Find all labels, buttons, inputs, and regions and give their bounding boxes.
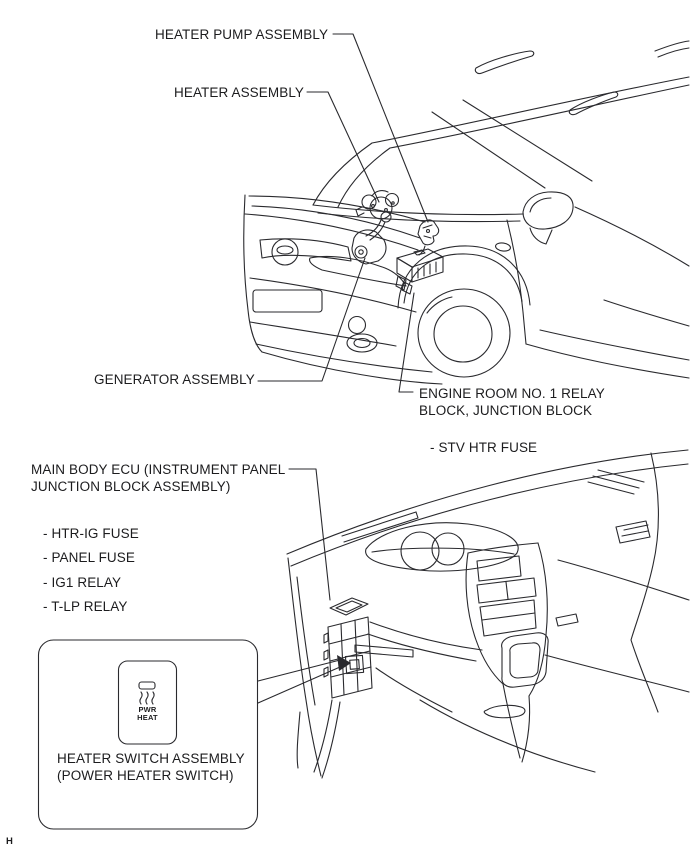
hood-front-line xyxy=(252,206,420,238)
dash-band-1 xyxy=(370,622,482,650)
shifter-boot xyxy=(510,643,540,678)
switch-indicator xyxy=(139,682,155,689)
toyota-emblem xyxy=(272,239,298,265)
heater-assembly-label: HEATER ASSEMBLY xyxy=(174,85,305,100)
leader-heater-assembly xyxy=(307,92,379,202)
leader-generator xyxy=(258,258,365,381)
ecu-item-panel-fuse: - PANEL FUSE xyxy=(43,550,135,565)
belt-line xyxy=(575,207,689,266)
junction-block-component xyxy=(297,598,372,778)
left-edge-outer xyxy=(288,558,321,776)
roof-corner-line xyxy=(655,41,689,51)
console-slot xyxy=(484,705,525,717)
audio-display xyxy=(477,556,521,581)
knee-line xyxy=(376,668,452,712)
cluster-brow xyxy=(372,548,514,554)
bumper-bottom xyxy=(262,352,442,384)
heater-pump-assembly-label: HEATER PUMP ASSEMBLY xyxy=(155,27,329,42)
door-lower-trim xyxy=(545,655,689,692)
defroster-slat-2 xyxy=(593,476,639,488)
switch-label-heat: HEAT xyxy=(137,713,158,722)
fog-lamp-housing xyxy=(347,334,377,352)
engine-room-relay-block-label-line2: BLOCK, JUNCTION BLOCK xyxy=(419,402,593,418)
door-handle-slot xyxy=(556,614,578,626)
switch-caption-line2: (POWER HEATER SWITCH) xyxy=(57,767,234,783)
block-bracket-foot xyxy=(297,712,300,768)
ecu-item-t-lp-relay: - T-LP RELAY xyxy=(43,599,128,614)
toyota-emblem-inner xyxy=(277,246,293,254)
main-body-ecu-label-line2: JUNCTION BLOCK ASSEMBLY) xyxy=(31,478,231,494)
main-body-ecu-label xyxy=(31,462,285,495)
headlight xyxy=(310,256,406,286)
main-body-ecu-label-line1: MAIN BODY ECU (INSTRUMENT PANEL xyxy=(31,462,286,477)
windshield-reflection-2 xyxy=(463,100,592,181)
defroster-slat-1 xyxy=(588,482,634,494)
control-panel-line xyxy=(482,613,535,620)
block-bracket-1 xyxy=(314,700,332,772)
center-vent-divider xyxy=(506,582,508,599)
shifter-plate xyxy=(502,633,549,687)
license-plate-recess xyxy=(253,290,322,312)
engine-room-relay-block-label-line1: ENGINE ROOM NO. 1 RELAY xyxy=(419,386,605,401)
console-right xyxy=(522,696,530,762)
roofline-outer xyxy=(313,77,689,205)
side-mirror-inner xyxy=(530,198,551,212)
block-bracket-2 xyxy=(322,702,340,778)
side-vent-slat xyxy=(622,525,648,536)
switch-detail-callout xyxy=(39,640,352,829)
door-trim-line xyxy=(558,560,689,600)
tire-detail xyxy=(427,297,452,313)
side-marker-lamp xyxy=(495,242,511,252)
switch-caption-line1: HEATER SWITCH ASSEMBLY xyxy=(57,751,245,766)
control-panel xyxy=(480,600,536,636)
dashboard-illustration xyxy=(287,450,689,776)
page-corner-mark: H xyxy=(6,836,13,847)
windshield-base xyxy=(287,450,688,554)
switch-label-pwr: PWR xyxy=(138,705,157,714)
relay-block-component xyxy=(396,249,443,294)
roof-rail-front xyxy=(475,51,533,74)
rocker-line2 xyxy=(540,330,689,360)
leader-main-body-ecu xyxy=(289,469,330,600)
front-wheel-rim xyxy=(434,306,492,362)
floor-line xyxy=(420,700,595,772)
door-lower-line xyxy=(604,300,689,326)
generator-assembly-label: GENERATOR ASSEMBLY xyxy=(94,372,255,387)
engine-room-relay-block-label xyxy=(419,386,605,419)
callout-leader-lower xyxy=(258,667,340,703)
gauge-left xyxy=(401,532,439,570)
windshield-reflection-1 xyxy=(432,112,545,188)
left-edge-inner xyxy=(297,577,315,705)
switch-caption xyxy=(57,751,245,784)
power-heater-switch-icon xyxy=(140,692,154,704)
bumper-crease2 xyxy=(250,322,396,346)
roof-rail-rear xyxy=(569,92,617,115)
dash-slot xyxy=(355,645,413,657)
side-mirror-mount xyxy=(530,228,552,244)
rocker-line1 xyxy=(526,344,689,378)
ecu-item-htr-ig-fuse: - HTR-IG FUSE xyxy=(43,526,139,541)
stack-top-edge xyxy=(468,543,538,553)
roof-corner-line2 xyxy=(658,48,689,57)
ecu-item-ig1-relay: - IG1 RELAY xyxy=(43,575,122,590)
stack-right-edge xyxy=(529,543,547,696)
front-wheel-tire xyxy=(418,289,510,377)
callout-box xyxy=(39,640,258,829)
defroster-slat-3 xyxy=(598,470,644,482)
leader-heater-pump xyxy=(333,34,428,222)
stv-htr-fuse-item: - STV HTR FUSE xyxy=(430,440,538,455)
heater-switch-button xyxy=(119,661,177,744)
fog-lamp xyxy=(349,317,366,334)
front-left-edge xyxy=(244,195,262,352)
roofline-inner xyxy=(338,85,689,207)
cowl-line xyxy=(313,205,523,215)
